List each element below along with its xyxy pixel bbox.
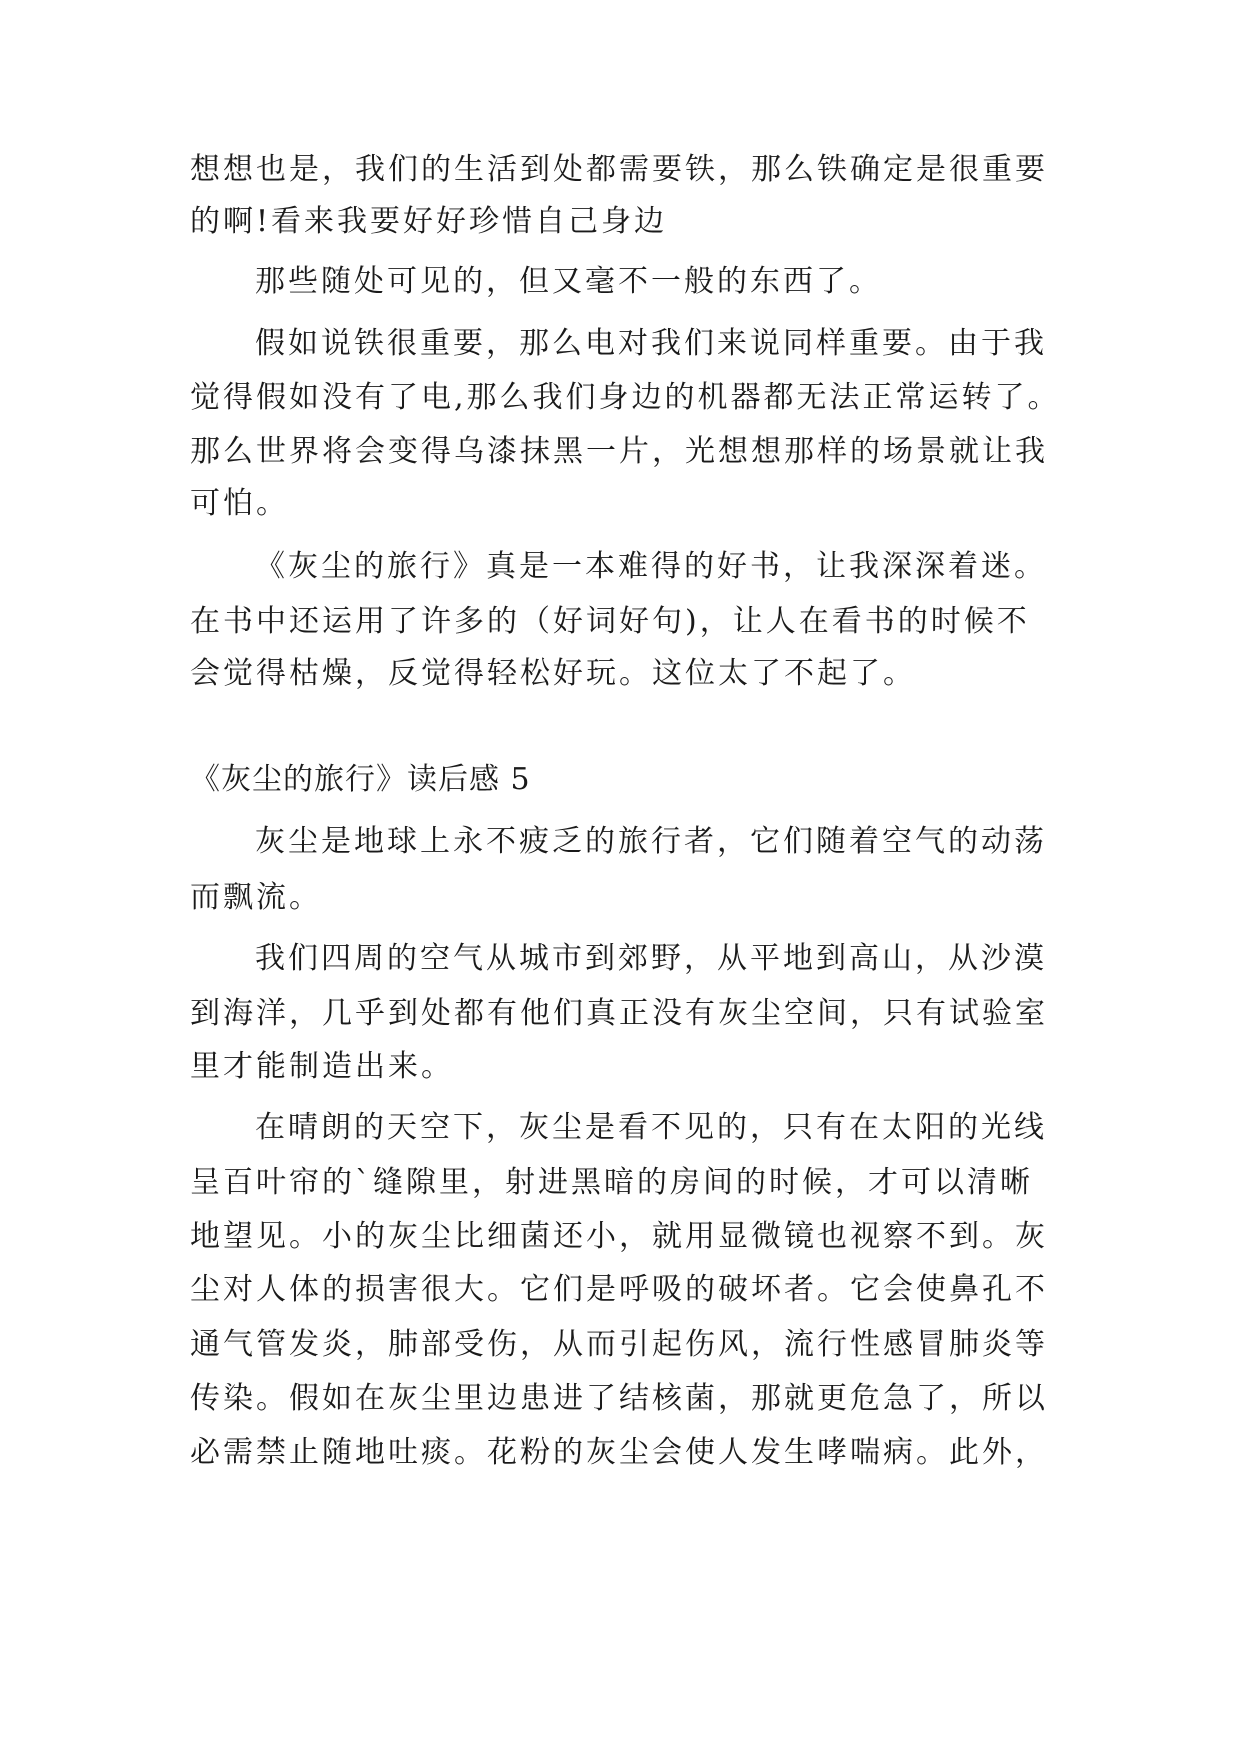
text-line: 假如说铁很重要，那么电对我们来说同样重要。由于我 — [255, 326, 1047, 361]
text-line: 那么世界将会变得乌漆抹黑一片，光想想那样的场景就让我 — [190, 434, 1048, 469]
text-line: 会觉得枯燥，反觉得轻松好玩。这位太了不起了。 — [190, 656, 916, 691]
text-line: 的啊!看来我要好好珍惜自己身边 — [190, 204, 668, 239]
text-line: 那些随处可见的，但又毫不一般的东西了。 — [255, 264, 882, 299]
section-title: 《灰尘的旅行》读后感 5 — [190, 762, 531, 797]
text-line: 必需禁止随地吐痰。花粉的灰尘会使人发生哮喘病。此外， — [190, 1435, 1048, 1470]
text-line: 呈百叶帘的`缝隙里，射进黑暗的房间的时候，才可以清晰 — [190, 1165, 1033, 1200]
text-line: 觉得假如没有了电,那么我们身边的机器都无法正常运转了。 — [190, 380, 1061, 415]
text-line: 里才能制造出来。 — [190, 1049, 454, 1084]
text-line: 地望见。小的灰尘比细菌还小，就用显微镜也视察不到。灰 — [190, 1219, 1048, 1254]
text-line: 而飘流。 — [190, 880, 322, 915]
text-line: 到海洋，几乎到处都有他们真正没有灰尘空间，只有试验室 — [190, 996, 1048, 1031]
text-line: 想想也是，我们的生活到处都需要铁，那么铁确定是很重要 — [190, 152, 1048, 187]
text-line: 传染。假如在灰尘里边患进了结核菌，那就更危急了，所以 — [190, 1381, 1048, 1416]
text-line: 我们四周的空气从城市到郊野，从平地到高山，从沙漠 — [255, 941, 1047, 976]
text-line: 可怕。 — [190, 486, 289, 521]
text-line: 灰尘是地球上永不疲乏的旅行者，它们随着空气的动荡 — [255, 824, 1047, 859]
text-line: 通气管发炎，肺部受伤，从而引起伤风，流行性感冒肺炎等 — [190, 1327, 1048, 1362]
text-line: 在晴朗的天空下，灰尘是看不见的，只有在太阳的光线 — [255, 1110, 1047, 1145]
text-line: 尘对人体的损害很大。它们是呼吸的破坏者。它会使鼻孔不 — [190, 1272, 1048, 1307]
text-line: 在书中还运用了许多的（好词好句)，让人在看书的时候不 — [190, 604, 1030, 639]
text-line: 《灰尘的旅行》真是一本难得的好书，让我深深着迷。 — [255, 549, 1047, 584]
